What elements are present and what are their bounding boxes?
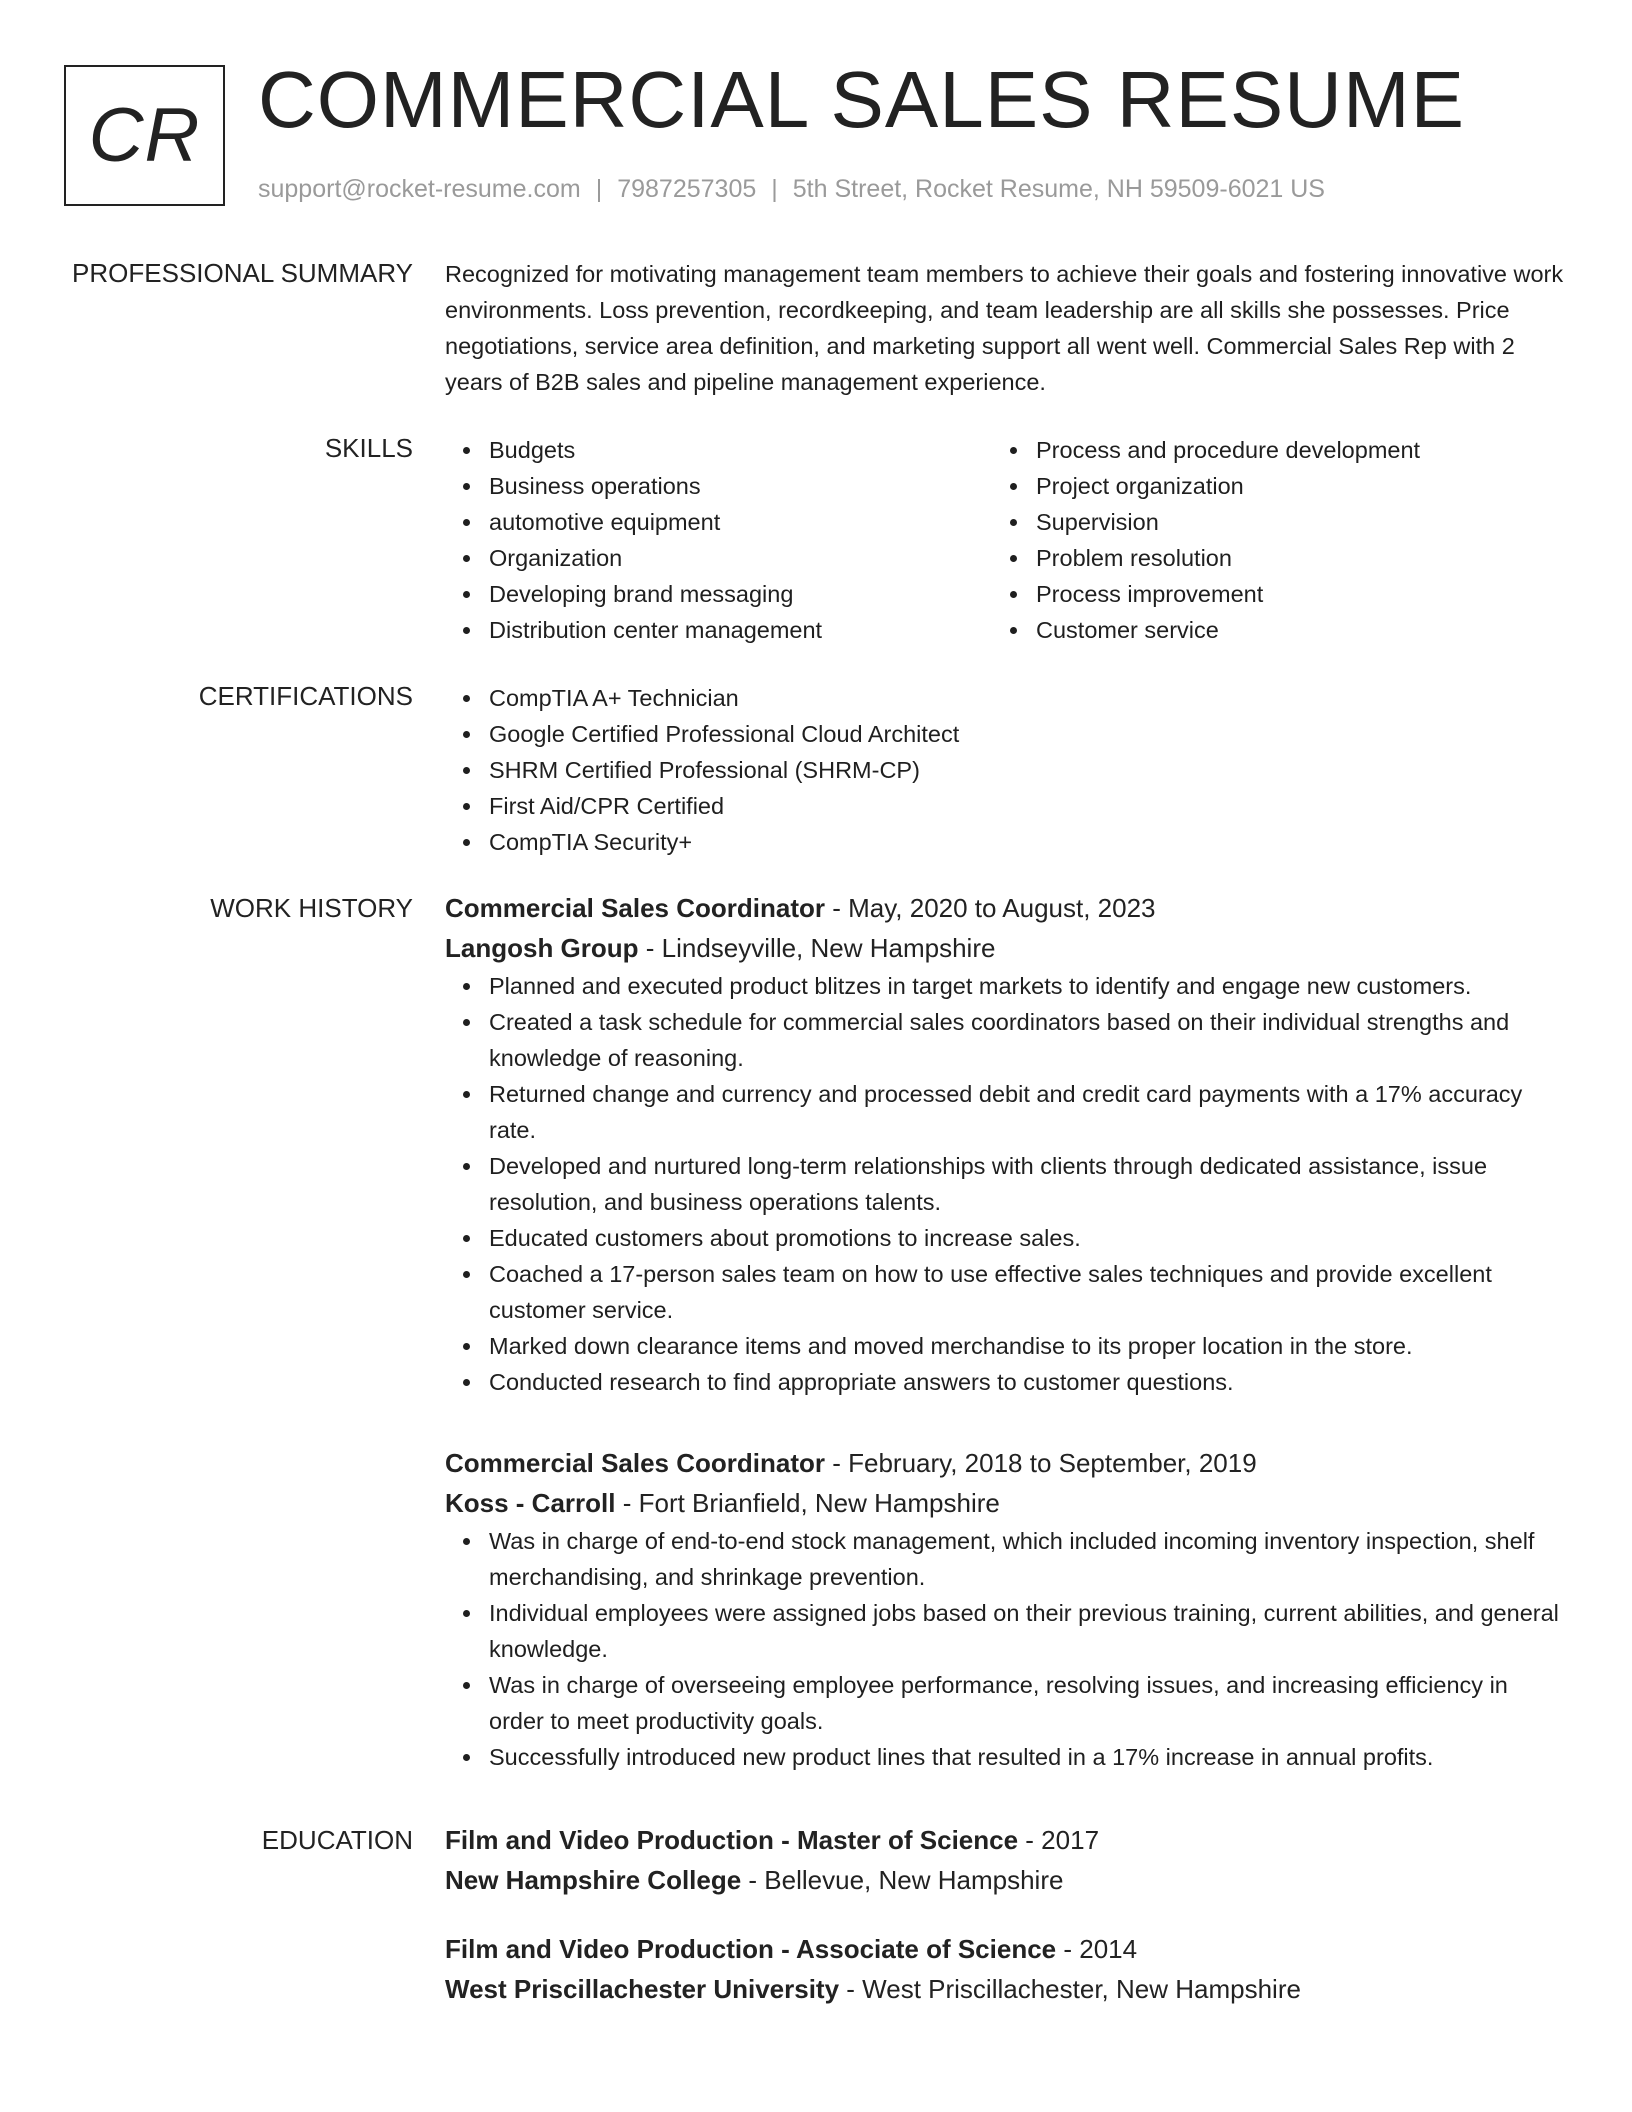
- degree-line: [445, 1929, 1565, 1969]
- job-duty-item: Individual employees were assigned jobs based on their previous training, current abilities, and general knowledge.: [445, 1595, 1565, 1667]
- job-dates: - February, 2018 to September, 2019: [825, 1448, 1257, 1478]
- summary-text: Recognized for motivating management team members to achieve their goals and fostering innovative work environments. Loss prevention, recordkeeping, and team leadership are all skills she possesses. Price negotiations, service area definition, and marketing support all went well. Commercial Sales Rep with 2 years of B2B sales and pipeline management experience.: [445, 261, 1564, 395]
- certification-item: SHRM Certified Professional (SHRM-CP): [445, 752, 1565, 788]
- skills-column-left: [445, 432, 992, 648]
- skills-heading: SKILLS: [324, 433, 413, 463]
- skill-item: Project organization: [992, 468, 1539, 504]
- contact-separator: |: [595, 175, 603, 203]
- degree-line: [445, 1820, 1565, 1860]
- job-duties: [445, 968, 1565, 1400]
- skill-item: Problem resolution: [992, 540, 1539, 576]
- monogram-initials: CR: [88, 93, 201, 178]
- monogram-box: [64, 65, 225, 206]
- job-company-line: [445, 928, 1565, 968]
- job-duty-item: Conducted research to find appropriate answers to customer questions.: [445, 1364, 1565, 1400]
- job-duties: [445, 1523, 1565, 1775]
- skills-column-right: [992, 432, 1539, 648]
- certifications-list: [445, 680, 1565, 860]
- job-location: - Lindseyville, New Hampshire: [638, 933, 996, 963]
- job-duty-item: Was in charge of overseeing employee performance, resolving issues, and increasing efficiency in order to meet productivity goals.: [445, 1667, 1565, 1739]
- skill-item: Developing brand messaging: [445, 576, 992, 612]
- contact-phone[interactable]: 7987257305: [617, 175, 757, 203]
- job-duty-item: Was in charge of end-to-end stock management, which included incoming inventory inspection, shelf merchandising, and shrinkage prevention.: [445, 1523, 1565, 1595]
- school-name: West Priscillachester University: [445, 1974, 840, 2004]
- skill-item: automotive equipment: [445, 504, 992, 540]
- summary-heading: PROFESSIONAL SUMMARY: [72, 258, 413, 288]
- contact-separator: |: [771, 175, 778, 203]
- skill-item: Organization: [445, 540, 992, 576]
- contact-email[interactable]: support@rocket-resume.com: [258, 175, 581, 203]
- skill-item: Supervision: [992, 504, 1539, 540]
- certification-item: CompTIA Security+: [445, 824, 1565, 860]
- skill-item: Business operations: [445, 468, 992, 504]
- job-dates: - May, 2020 to August, 2023: [825, 893, 1156, 923]
- skill-item: Budgets: [445, 432, 992, 468]
- job-title-line: [445, 888, 1565, 928]
- school-name: New Hampshire College: [445, 1865, 742, 1895]
- skill-item: Process and procedure development: [992, 432, 1539, 468]
- work-history-heading: WORK HISTORY: [210, 893, 413, 923]
- job-duty-item: Returned change and currency and processed debit and credit card payments with a 17% accuracy rate.: [445, 1076, 1565, 1148]
- job-company: Koss - Carroll: [445, 1488, 616, 1518]
- job-duty-item: Marked down clearance items and moved merchandise to its proper location in the store.: [445, 1328, 1565, 1364]
- education-entry: [445, 1820, 1565, 1900]
- education-entry: [445, 1929, 1565, 2009]
- certifications-heading: CERTIFICATIONS: [198, 681, 413, 711]
- certification-item: CompTIA A+ Technician: [445, 680, 1565, 716]
- school-line: [445, 1969, 1565, 2009]
- job-title: Commercial Sales Coordinator: [445, 1448, 825, 1478]
- job-duty-item: Successfully introduced new product lines that resulted in a 17% increase in annual profits.: [445, 1739, 1565, 1775]
- resume-title: COMMERCIAL SALES RESUME: [258, 55, 1465, 144]
- job-duty-item: Coached a 17-person sales team on how to use effective sales techniques and provide excellent customer service.: [445, 1256, 1565, 1328]
- certification-item: Google Certified Professional Cloud Architect: [445, 716, 1565, 752]
- skill-item: Process improvement: [992, 576, 1539, 612]
- job-title-line: [445, 1443, 1565, 1483]
- job-entry: [445, 1443, 1565, 1775]
- job-title: Commercial Sales Coordinator: [445, 893, 825, 923]
- certification-item: First Aid/CPR Certified: [445, 788, 1565, 824]
- school-location: - Bellevue, New Hampshire: [741, 1865, 1064, 1895]
- job-duty-item: Educated customers about promotions to increase sales.: [445, 1220, 1565, 1256]
- education-heading: EDUCATION: [261, 1825, 413, 1855]
- skills-list: [445, 432, 1565, 648]
- job-entry: [445, 888, 1565, 1400]
- degree-year: - 2014: [1056, 1934, 1138, 1964]
- degree-name: Film and Video Production - Master of Science: [445, 1825, 1019, 1855]
- degree-year: - 2017: [1018, 1825, 1100, 1855]
- skill-item: Customer service: [992, 612, 1539, 648]
- job-duty-item: Developed and nurtured long-term relationships with clients through dedicated assistance, issue resolution, and business operations talents.: [445, 1148, 1565, 1220]
- job-duty-item: Created a task schedule for commercial sales coordinators based on their individual strengths and knowledge of reasoning.: [445, 1004, 1565, 1076]
- contact-address: 5th Street, Rocket Resume, NH 59509-6021 US: [792, 175, 1325, 203]
- job-company-line: [445, 1483, 1565, 1523]
- degree-name: Film and Video Production - Associate of Science: [445, 1934, 1057, 1964]
- contact-line: [258, 175, 1325, 204]
- skill-item: Distribution center management: [445, 612, 992, 648]
- job-location: - Fort Brianfield, New Hampshire: [615, 1488, 1000, 1518]
- school-location: - West Priscillachester, New Hampshire: [839, 1974, 1301, 2004]
- job-company: Langosh Group: [445, 933, 639, 963]
- school-line: [445, 1860, 1565, 1900]
- job-duty-item: Planned and executed product blitzes in target markets to identify and engage new customers.: [445, 968, 1565, 1004]
